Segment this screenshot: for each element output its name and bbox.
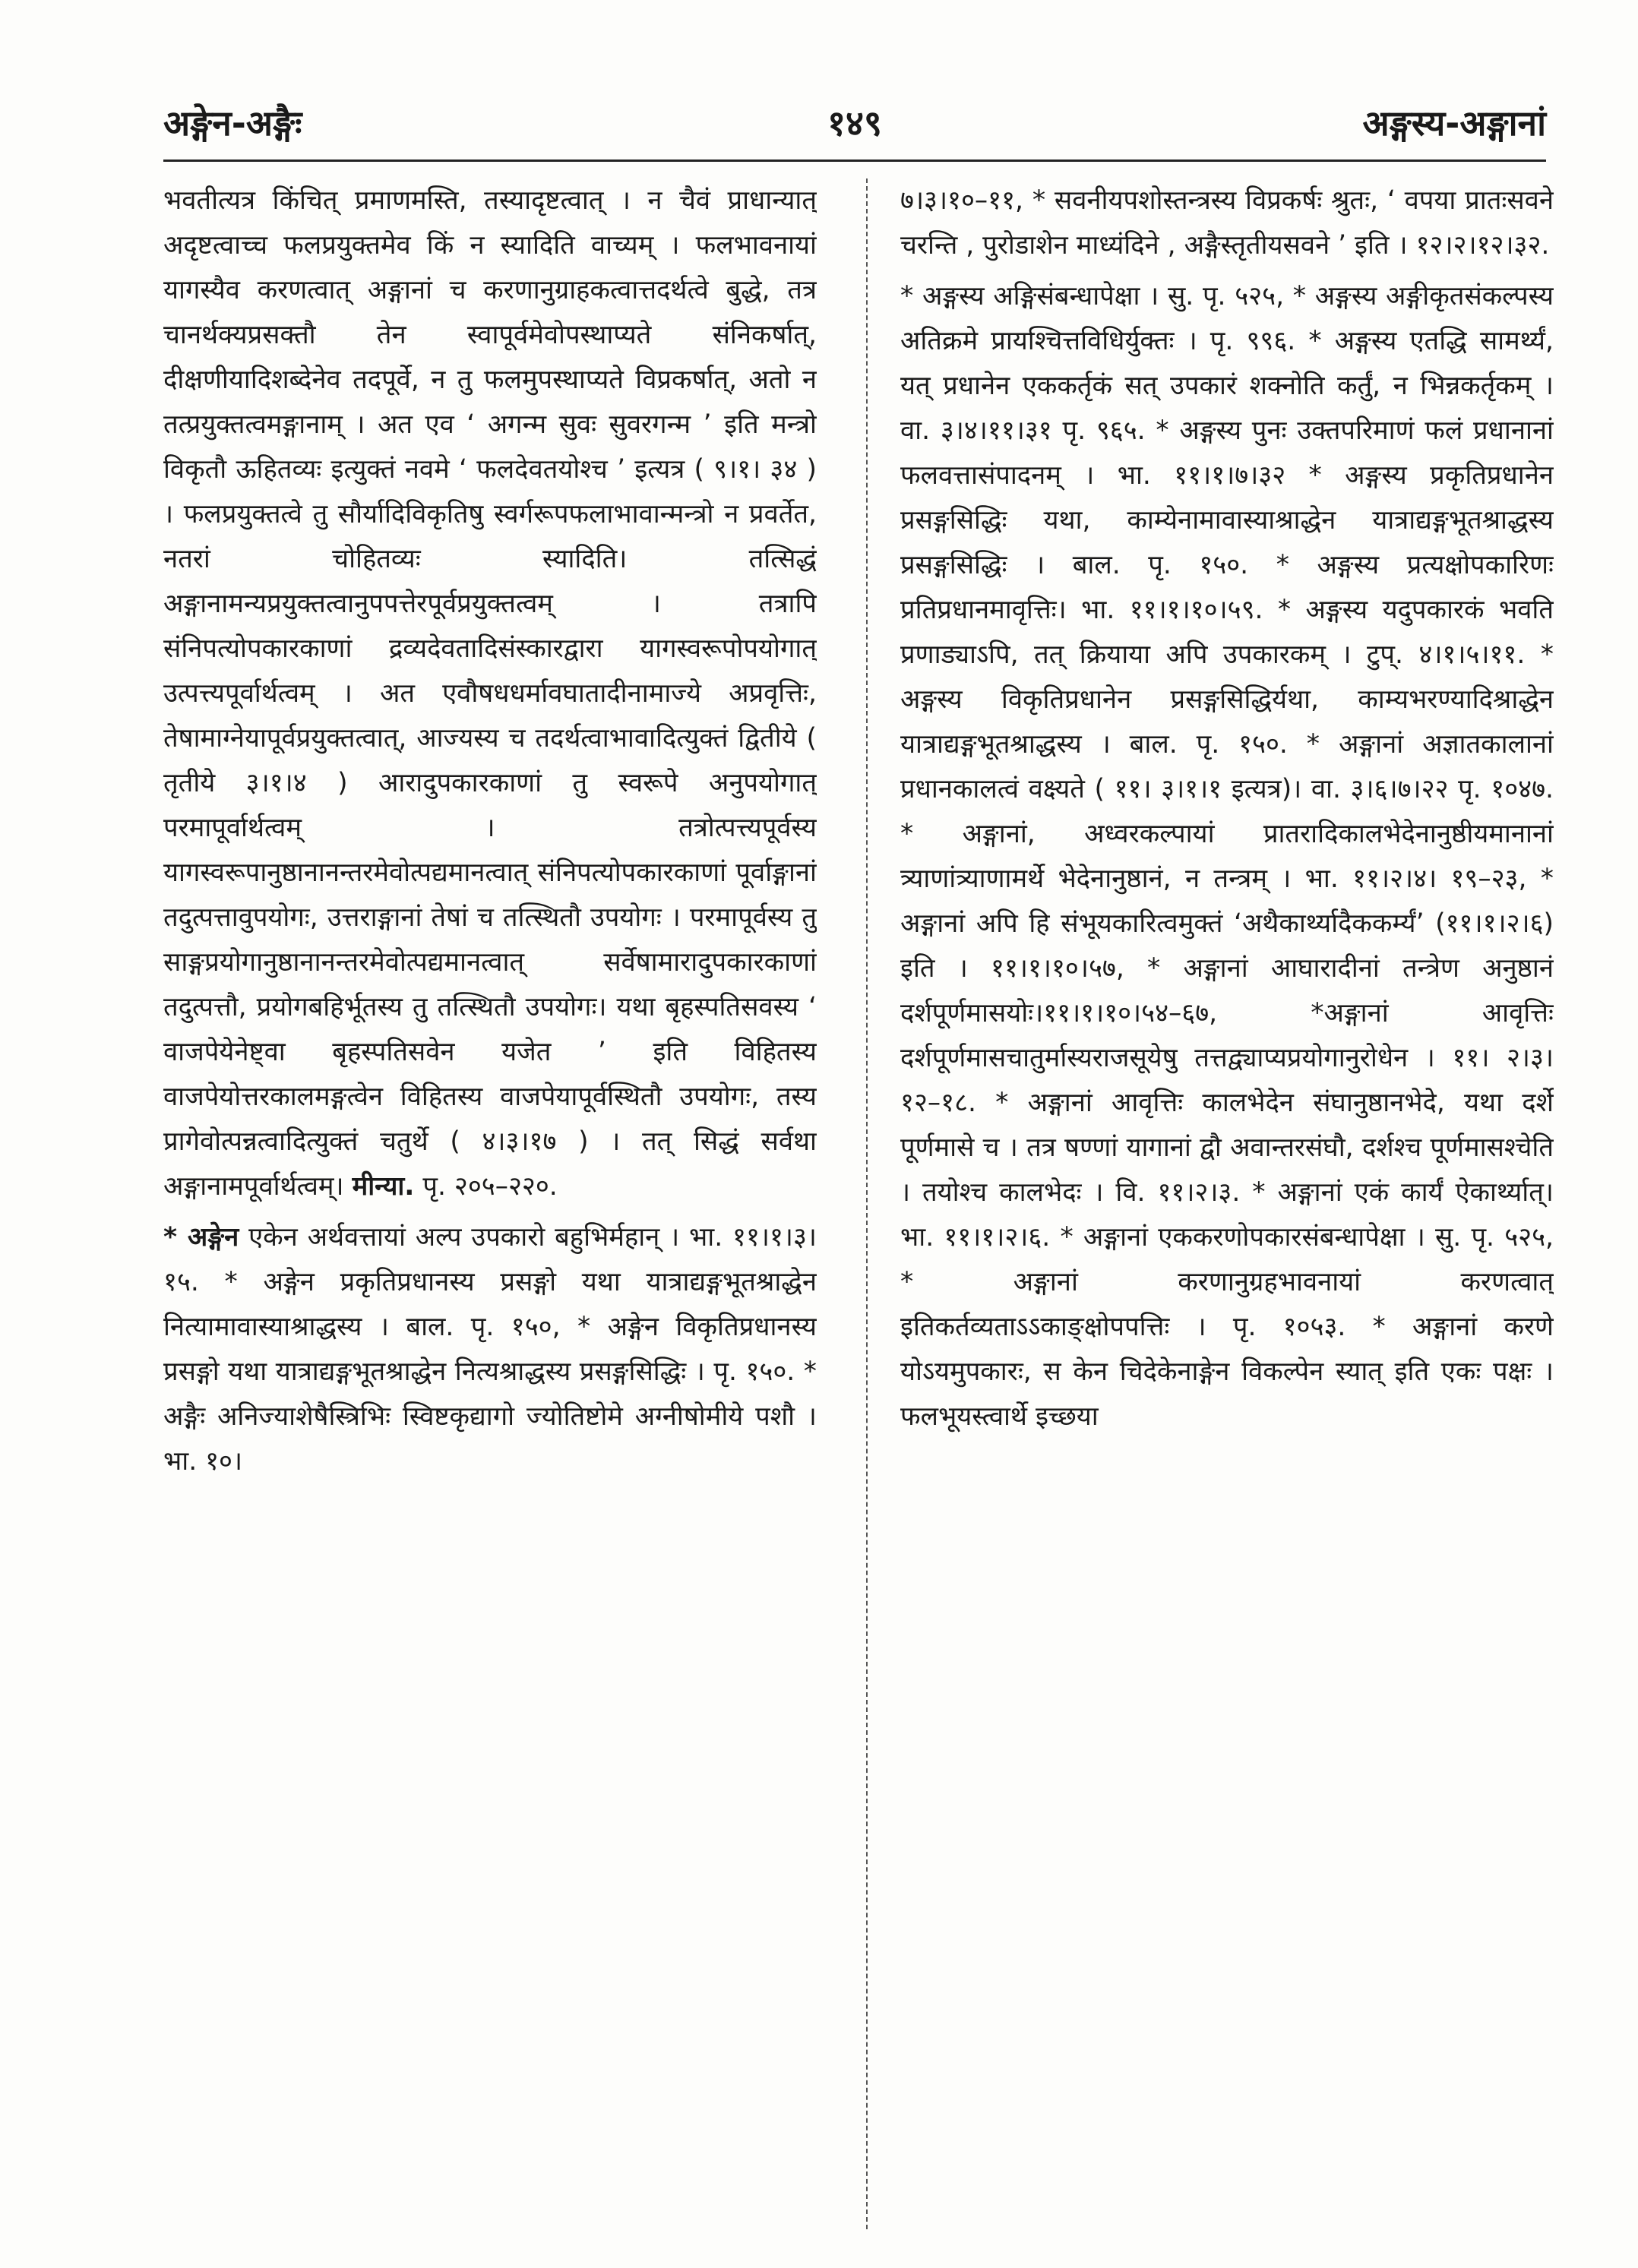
- left-para2-text: एकेन अर्थवत्तायां अल्प उपकारो बहुभिर्महान् । भा. ११।१।३।१५. * अङ्गेन प्रकृतिप्रधानस्य प्रसङ्गो यथा यात्राद्यङ्गभूतश्राद्धेन नित्यामावास्याश्राद्धस्य । बाल. पृ. १५०, * अङ्गेन विकृतिप्रधानस्य प्रसङ्गो यथा यात्राद्यङ्गभूतश्राद्धेन नित्यश्राद्धस्य प्रसङ्गसिद्धिः । पृ. १५०. * अङ्गैः अनिज्याशेषैस्त्रिभिः स्विष्टकृद्यागो ज्योतिष्टोमे अग्नीषोमीये पशौ । भा. १०।: [163, 1222, 817, 1477]
- header-rule: [163, 160, 1546, 162]
- left-paragraph-2: [163, 1215, 817, 1484]
- header-right-guideword: अङ्गस्य-अङ्गानां: [1362, 103, 1546, 144]
- right-paragraph-2: * अङ्गस्य अङ्गिसंबन्धापेक्षा । सु. पृ. ५२५, * अङ्गस्य अङ्गीकृतसंकल्पस्य अतिक्रमे प्रायश्चित्तविधिर्युक्तः । पृ. ९९६. * अङ्गस्य एतद्धि सामर्थ्यं, यत् प्रधानेन एककर्तृकं सत् उपकारं शक्नोति कर्तुं, न भिन्नकर्तृकम् । वा. ३।४।११।३१ पृ. ९६५. * अङ्गस्य पुनः उक्तपरिमाणं फलं प्रधानानां फलवत्तासंपादनम् । भा. ११।१।७।३२ * अङ्गस्य प्रकृतिप्रधानेन प्रसङ्गसिद्धिः यथा, काम्येनामावास्याश्राद्धेन यात्राद्यङ्गभूतश्राद्धस्य प्रसङ्गसिद्धिः । बाल. पृ. १५०. * अङ्गस्य प्रत्यक्षोपकारिणः प्रतिप्रधानमावृत्तिः। भा. ११।१।१०।५९. * अङ्गस्य यदुपकारकं भवति प्रणाड्याऽपि, तत् क्रियाया अपि उपकारकम् । टुप्. ४।१।५।११. * अङ्गस्य विकृतिप्रधानेन प्रसङ्गसिद्धिर्यथा, काम्यभरण्यादिश्राद्धेन यात्राद्यङ्गभूतश्राद्धस्य । बाल. पृ. १५०. * अङ्गानां अज्ञातकालानां प्रधानकालत्वं वक्ष्यते ( ११। ३।१।१ इत्यत्र)। वा. ३।६।७।२२ पृ. १०४७. * अङ्गानां, अध्वरकल्पायां प्रातरादिकालभेदेनानुष्ठीयमानानां त्र्याणांत्र्याणामर्थे भेदेनानुष्ठानं, न तन्त्रम् । भा. ११।२।४। १९–२३, * अङ्गानां अपि हि संभूयकारित्वमुक्तं ‘अथैकार्थ्यादैककर्म्यं’ (११।१।२।६) इति । ११।१।१०।५७, * अङ्गानां आघारादीनां तन्त्रेण अनुष्ठानं दर्शपूर्णमासयोः।११।१।१०।५४–६७, *अङ्गानां आवृत्तिः दर्शपूर्णमासचातुर्मास्यराजसूयेषु तत्तद्व्याप्यप्रयोगानुरोधेन । ११। २।३।१२–१८. * अङ्गानां आवृत्तिः कालभेदेन संघानुष्ठानभेदे, यथा दर्शे पूर्णमासे च । तत्र षण्णां यागानां द्वौ अवान्तरसंघौ, दर्शश्च पूर्णमासश्चेति । तयोश्च कालभेदः । वि. ११।२।३. * अङ्गानां एकं कार्यं ऐकार्थ्यात्। भा. ११।१।२।६. * अङ्गानां एककरणोपकारसंबन्धापेक्षा । सु. पृ. ५२५, * अङ्गानां करणानुग्रहभावनायां करणत्वात् इतिकर्तव्यताऽऽकाङ्क्षोपपत्तिः । पृ. १०५३. * अङ्गानां करणे योऽयमुपकारः, स केन चिदेकेनाङ्गेन विकल्पेन स्यात् इति एकः पक्षः । फलभूयस्त्वार्थे इच्छया: [900, 281, 1554, 1432]
- left-column: [163, 178, 817, 2229]
- citation-pages: पृ. २०५–२२०.: [414, 1171, 558, 1202]
- left-para1-text: भवतीत्यत्र किंचित् प्रमाणमस्ति, तस्यादृष्टत्वात् । न चैवं प्राधान्यात् अदृष्टत्वाच्च फलप्रयुक्तमेव किं न स्यादिति वाच्यम् । फलभावनायां यागस्यैव करणत्वात् अङ्गानां च करणानुग्राहकत्वात्तदर्थत्वे बुद्धे, तत्र चानर्थक्यप्रसक्तौ तेन स्वापूर्वमेवोपस्थाप्यते संनिकर्षात्, दीक्षणीयादिशब्देनेव तदपूर्वे, न तु फलमुपस्थाप्यते विप्रकर्षात्, अतो न तत्प्रयुक्तत्वमङ्गानाम् । अत एव ‘ अगन्म सुवः सुवरगन्म ’ इति मन्त्रो विकृतौ ऊहितव्यः इत्युक्तं नवमे ‘ फलदेवतयोश्च ’ इत्यत्र ( ९।१। ३४ ) । फलप्रयुक्तत्वे तु सौर्यादिविकृतिषु स्वर्गरूपफलाभावान्मन्त्रो न प्रवर्तेत, नतरां चोहितव्यः स्यादिति। तत्सिद्धं अङ्गानामन्यप्रयुक्तत्वानुपपत्तेरपूर्वप्रयुक्तत्वम् । तत्रापि संनिपत्योपकारकाणां द्रव्यदेवतादिसंस्कारद्वारा यागस्वरूपोपयोगात् उत्पत्त्यपूर्वार्थत्वम् । अत एवौषधधर्मावघातादीनामाज्ये अप्रवृत्तिः, तेषामाग्नेयापूर्वप्रयुक्तत्वात्, आज्यस्य च तदर्थत्वाभावादित्युक्तं द्वितीये ( तृतीये ३।१।४ ) आरादुपकारकाणां तु स्वरूपे अनुपयोगात् परमापूर्वार्थत्वम् । तत्रोत्पत्त्यपूर्वस्य यागस्वरूपानुष्ठानानन्तरमेवोत्पद्यमानत्वात् संनिपत्योपकारकाणां पूर्वाङ्गानां तदुत्पत्तावुपयोगः, उत्तराङ्गानां तेषां च तत्स्थितौ उपयोगः । परमापूर्वस्य तु साङ्गप्रयोगानुष्ठानानन्तरमेवोत्पद्यमानत्वात् सर्वेषामारादुपकारकाणां तदुत्पत्तौ, प्रयोगबहिर्भूतस्य तु तत्स्थितौ उपयोगः। यथा बृहस्पतिसवस्य ‘ वाजपेयेनेष्ट्वा बृहस्पतिसवेन यजेत ’ इति विहितस्य वाजपेयोत्तरकालमङ्गत्वेन विहितस्य वाजपेयापूर्वस्थितौ उपयोगः, तस्य प्रागेवोत्पन्नत्वादित्युक्तं चतुर्थे ( ४।३।१७ ) । तत् सिद्धं सर्वथा अङ्गानामपूर्वार्थत्वम्।: [163, 185, 817, 1202]
- column-divider: [866, 178, 868, 2229]
- header-left-guideword: अङ्गेन-अङ्गैः: [163, 103, 302, 144]
- citation-mimamsa: मीन्या.: [352, 1171, 415, 1202]
- right-column: [900, 178, 1554, 2229]
- page-number: १४९: [827, 103, 882, 144]
- right-paragraph-1: ७।३।१०–११, * सवनीयपशोस्तन्त्रस्य विप्रकर्षः श्रुतः, ‘ वपया प्रातःसवने चरन्ति , पुरोडाशेन माध्यंदिने , अङ्गैस्तृतीयसवने ’ इति । १२।२।१२।३२.: [900, 185, 1554, 261]
- left-paragraph-1: [163, 178, 817, 1209]
- entry-headword-angena: * अङ्गेन: [163, 1222, 239, 1252]
- running-header: [163, 91, 1546, 152]
